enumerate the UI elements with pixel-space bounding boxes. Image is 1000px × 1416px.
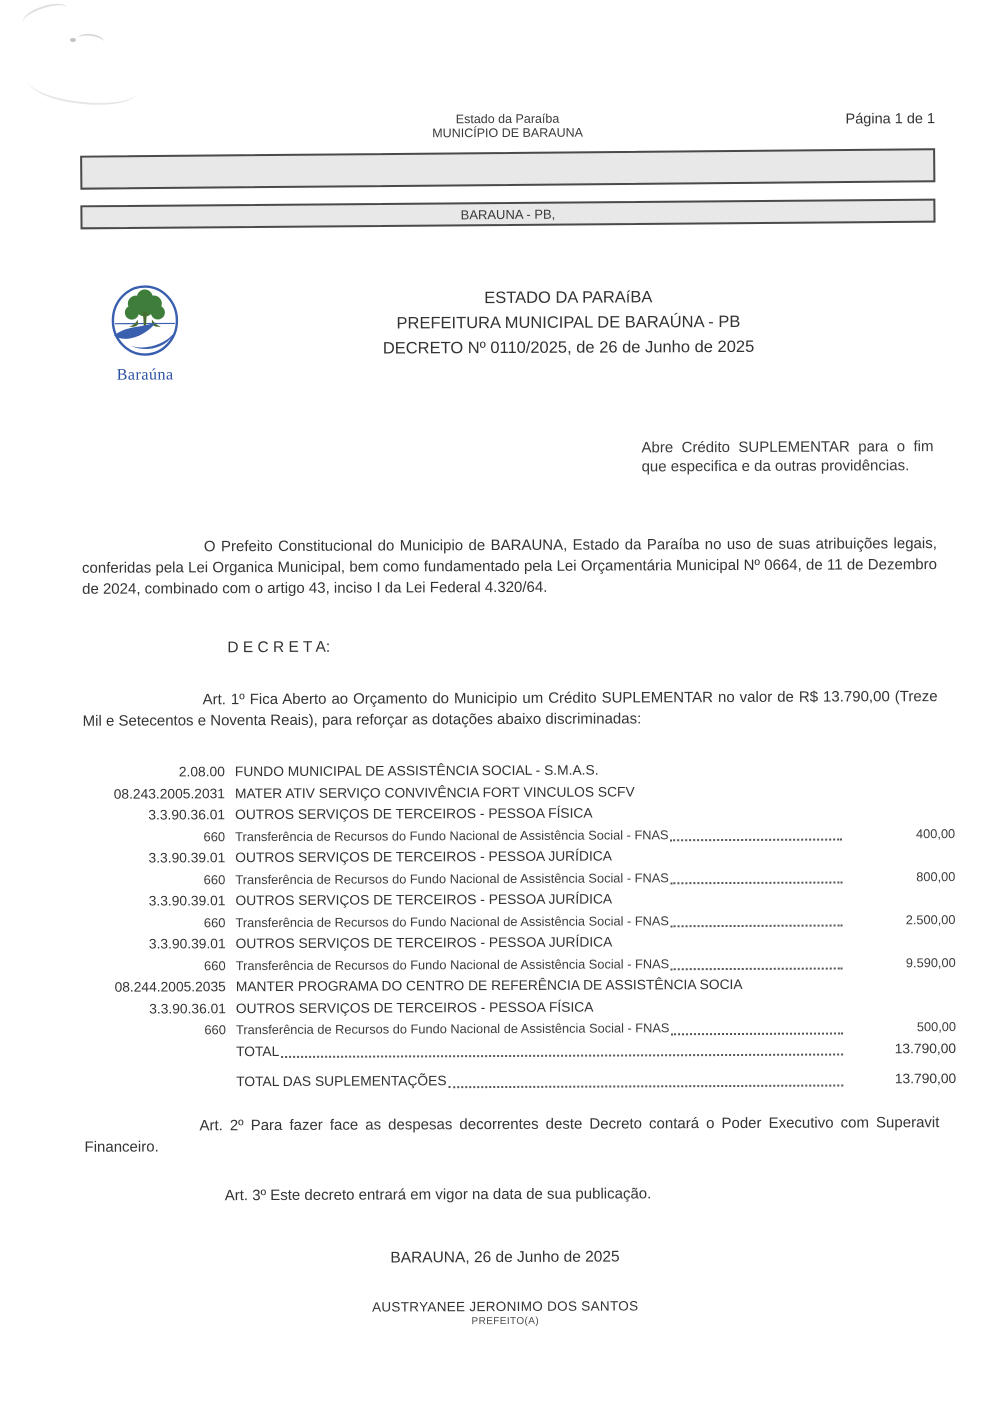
decree-title-block	[201, 280, 936, 384]
budget-description: Transferência de Recursos do Fundo Nacional de Assistência Social - FNAS	[236, 1016, 846, 1040]
signature-block	[5, 1296, 1000, 1328]
scan-smudge	[77, 32, 104, 48]
header-municipality-line: MUNICÍPIO DE BARAUNA	[432, 125, 583, 141]
header-center	[80, 110, 935, 142]
budget-description: OUTROS SERVIÇOS DE TERCEIROS - PESSOA FÍSICA	[235, 805, 593, 823]
dateline: BARAUNA, 26 de Junho de 2025	[390, 1247, 620, 1266]
budget-code: 3.3.90.39.01	[148, 850, 226, 866]
budget-description: Transferência de Recursos do Fundo Nacional de Assistência Social - FNAS	[235, 823, 845, 847]
budget-code: 660	[203, 957, 226, 973]
budget-code: 08.244.2005.2035	[114, 979, 226, 995]
municipal-logo	[81, 283, 201, 385]
dotted-leader	[671, 839, 843, 842]
budget-description: OUTROS SERVIÇOS DE TERCEIROS - PESSOA JURÍDICA	[235, 848, 612, 866]
budget-description: TOTAL DAS SUPLEMENTAÇÕES	[236, 1068, 846, 1092]
budget-value: 13.790,00	[894, 1071, 957, 1087]
document-header	[80, 110, 935, 148]
budget-description: TOTAL	[236, 1038, 846, 1062]
header-bar-location	[80, 199, 935, 230]
title-decreto-number: DECRETO Nº 0110/2025, de 26 de Junho de 2025	[382, 337, 755, 358]
signer-name: AUSTRYANEE JERONIMO DOS SANTOS	[372, 1297, 639, 1315]
budget-code: 3.3.90.36.01	[149, 1000, 226, 1017]
budget-row	[84, 1038, 956, 1063]
budget-value: 9.590,00	[905, 954, 956, 970]
title-row	[81, 280, 936, 385]
dotted-leader	[671, 1032, 843, 1035]
dotted-leader	[449, 1084, 844, 1088]
budget-description: Transferência de Recursos do Fundo Nacional de Assistência Social - FNAS	[236, 952, 846, 976]
budget-code: 660	[203, 914, 226, 930]
header-state-line: Estado da Paraíba	[455, 111, 560, 127]
budget-code: 2.08.00	[178, 764, 225, 780]
header-bar-location-text: BARAUNA - PB,	[460, 206, 556, 222]
budget-description: Transferência de Recursos do Fundo Nacional de Assistência Social - FNAS	[235, 866, 845, 890]
budget-value: 2.500,00	[905, 911, 956, 927]
dotted-leader	[671, 925, 843, 928]
budget-value: 800,00	[916, 868, 956, 884]
budget-description: Transferência de Recursos do Fundo Nacional de Assistência Social - FNAS	[235, 909, 845, 933]
budget-table	[83, 758, 956, 1093]
budget-description: MANTER PROGRAMA DO CENTRO DE REFERÊNCIA DE ASSISTÊNCIA SOCIA	[235, 976, 743, 995]
decreta-heading: D E C R E T A:	[227, 638, 331, 657]
budget-code: 3.3.90.39.01	[148, 936, 226, 952]
budget-description: MATER ATIV SERVIÇO CONVIVÊNCIA FORT VINCULOS SCFV	[234, 783, 635, 801]
barauna-crest-icon	[108, 350, 182, 367]
budget-code: 3.3.90.39.01	[148, 893, 226, 909]
signer-title: PREFEITO(A)	[471, 1315, 540, 1327]
scan-smudge	[26, 62, 139, 109]
header-bar-empty	[80, 148, 935, 189]
budget-description: OUTROS SERVIÇOS DE TERCEIROS - PESSOA FÍSICA	[235, 999, 594, 1016]
budget-value: 500,00	[916, 1019, 957, 1035]
logo-caption: Baraúna	[116, 366, 174, 384]
budget-value: 13.790,00	[894, 1040, 957, 1056]
article-2: Art. 2º Para fazer face as despesas decorrentes deste Decreto contará o Poder Executivo com Superavit Financeiro.	[84, 1113, 940, 1156]
scan-smudge	[20, 0, 69, 31]
budget-code: 08.243.2005.2031	[113, 785, 226, 802]
budget-code	[84, 1093, 236, 1094]
preamble-paragraph: O Prefeito Constitucional do Municipio de BARAUNA, Estado da Paraíba no uso de suas atribuições legais, conferidas pela Lei Organica Municipal, bem como fundamentado pela Lei Orçamentária Municipal Nº 0664, de 11 de Dezembro de 2024, combinado com o artigo 43, inciso I da Lei Federal 4.320/64.	[81, 535, 938, 598]
page-indicator: Página 1 de 1	[845, 111, 936, 128]
budget-code: 660	[203, 828, 226, 844]
title-state: ESTADO DA PARAíBA	[484, 288, 653, 308]
article-3: Art. 3º Este decreto entrará em vigor na data de sua publicação.	[224, 1184, 652, 1204]
budget-code: 3.3.90.36.01	[148, 807, 226, 823]
budget-code: 660	[203, 871, 226, 887]
decree-summary: Abre Crédito SUPLEMENTAR para o fim que especifica e da outras providências.	[641, 438, 934, 476]
budget-row	[84, 1068, 956, 1093]
budget-description: OUTROS SERVIÇOS DE TERCEIROS - PESSOA JURÍDICA	[235, 934, 613, 952]
dotted-leader	[671, 882, 843, 885]
title-prefeitura: PREFEITURA MUNICIPAL DE BARAÚNA - PB	[396, 312, 741, 333]
budget-description: FUNDO MUNICIPAL DE ASSISTÊNCIA SOCIAL - S.M.A.S.	[234, 762, 599, 780]
dotted-leader	[671, 968, 843, 971]
dotted-leader	[281, 1054, 843, 1058]
budget-value: 400,00	[915, 825, 956, 841]
budget-code: 660	[204, 1022, 227, 1038]
budget-description: OUTROS SERVIÇOS DE TERCEIROS - PESSOA JURÍDICA	[235, 891, 613, 909]
article-1: Art. 1º Fica Aberto ao Orçamento do Municipio um Crédito SUPLEMENTAR no valor de R$ 13.790,00 (Treze Mil e Setecentos e Noventa Reais), para reforçar as dotações abaixo discriminadas:	[82, 688, 938, 730]
scan-smudge	[70, 38, 76, 42]
budget-code	[84, 1062, 236, 1063]
